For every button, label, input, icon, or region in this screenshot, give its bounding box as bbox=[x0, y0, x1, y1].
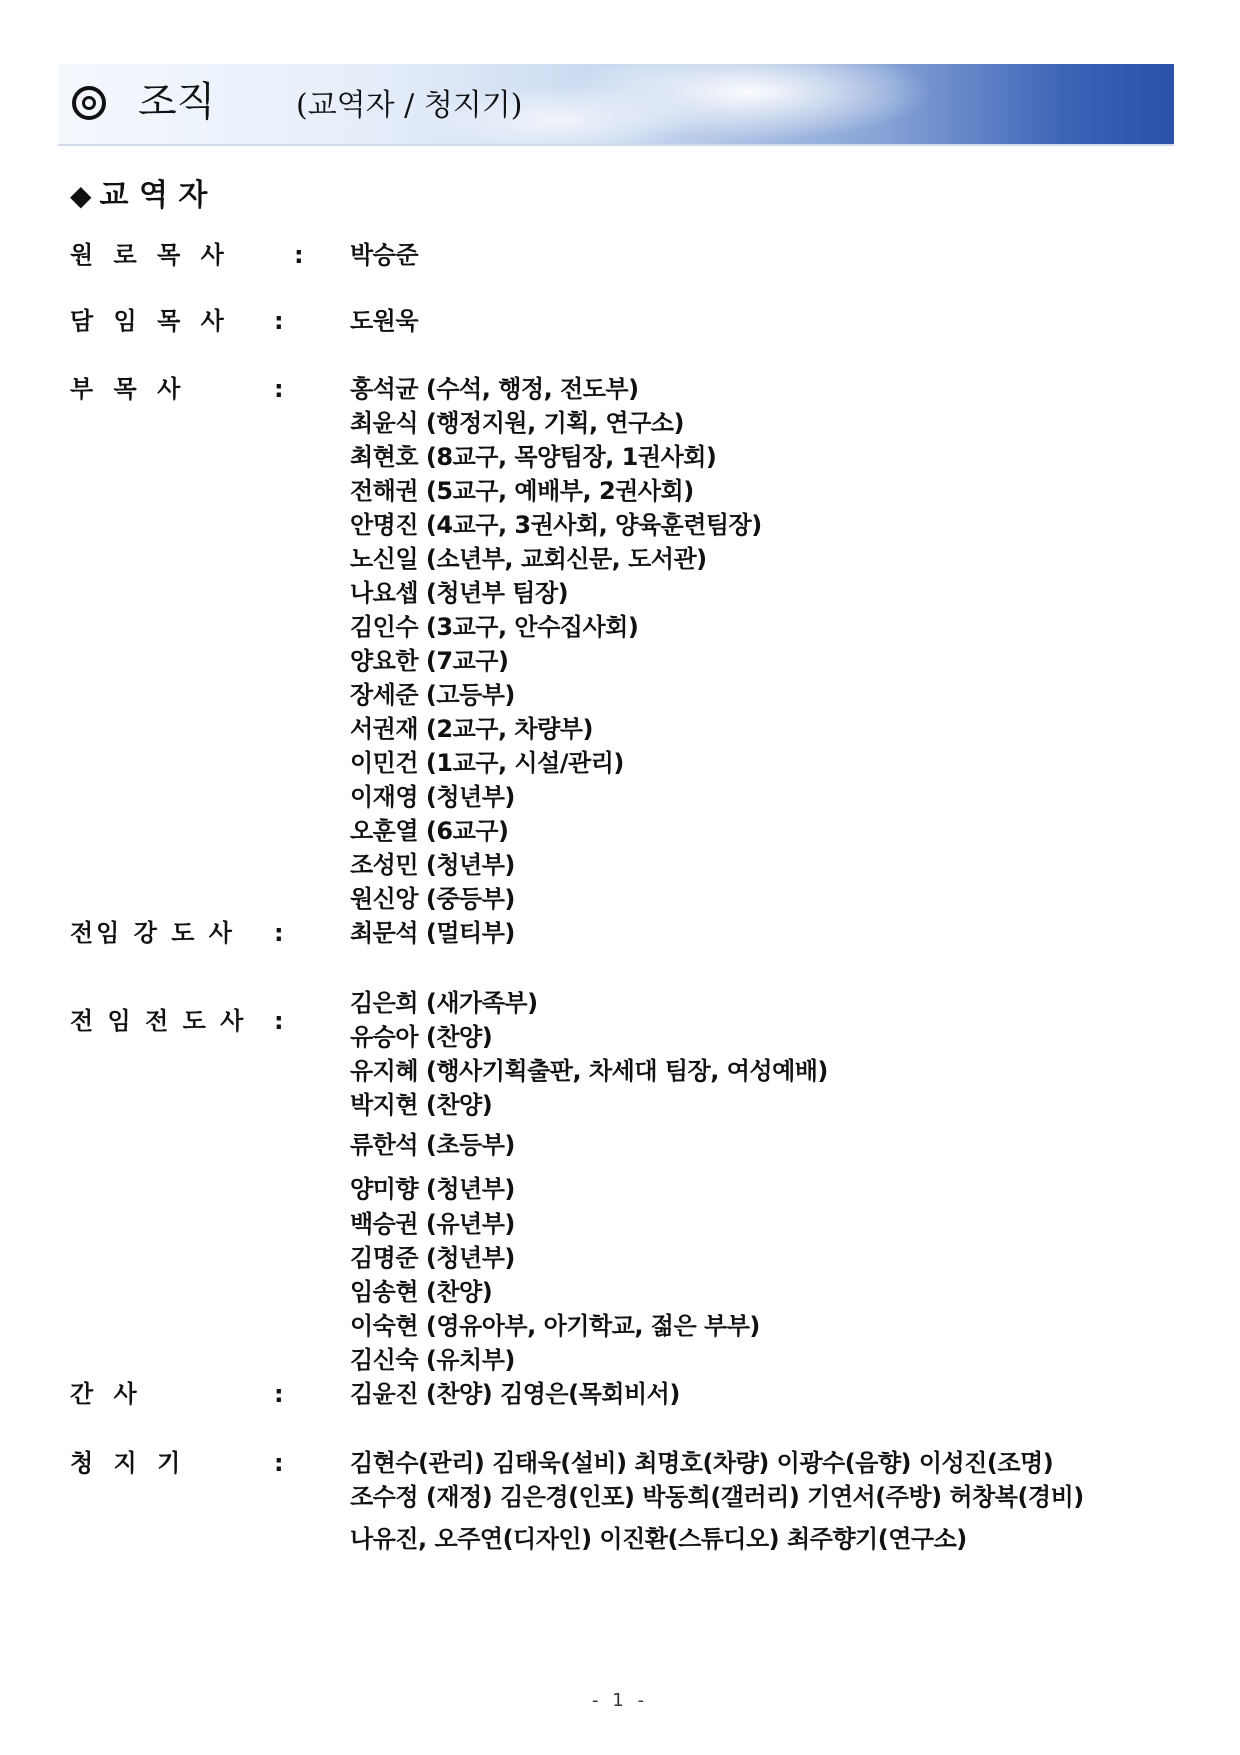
staff-line: 류한석 (초등부) bbox=[350, 1131, 515, 1159]
staff-line: 오훈열 (6교구) bbox=[350, 817, 509, 845]
staff-line: 이숙현 (영유아부, 아기학교, 젊은 부부) bbox=[350, 1312, 760, 1340]
role-colon: : bbox=[274, 1449, 284, 1477]
role-colon: : bbox=[274, 375, 284, 403]
staff-line: 원신앙 (중등부) bbox=[350, 885, 515, 913]
diamond-icon: ◆ bbox=[70, 179, 92, 212]
section-heading bbox=[70, 178, 207, 214]
staff-line: 양요한 (7교구) bbox=[350, 647, 509, 675]
section-title: 교 역 자 bbox=[99, 178, 208, 213]
staff-line: 조수정 (재정) 김은경(인포) 박동희(갤러리) 기연서(주방) 허창복(경비) bbox=[350, 1483, 1084, 1511]
role-colon: : bbox=[274, 1007, 284, 1035]
staff-line: 김명준 (청년부) bbox=[350, 1244, 515, 1272]
role-colon: : bbox=[274, 919, 284, 947]
double-circle-icon bbox=[72, 86, 106, 120]
staff-line: 최윤식 (행정지원, 기획, 연구소) bbox=[350, 409, 684, 437]
role-colon: : bbox=[274, 1380, 284, 1408]
staff-line: 김현수(관리) 김태욱(설비) 최명호(차량) 이광수(음향) 이성진(조명) bbox=[350, 1449, 1054, 1477]
role-colon: : bbox=[294, 241, 304, 269]
staff-line: 최문석 (멀티부) bbox=[350, 919, 515, 947]
staff-line: 유승아 (찬양) bbox=[350, 1023, 493, 1051]
staff-line: 김인수 (3교구, 안수집사회) bbox=[350, 613, 639, 641]
staff-line: 이민건 (1교구, 시설/관리) bbox=[350, 749, 624, 777]
staff-line: 유지혜 (행사기획출판, 차세대 팀장, 여성예배) bbox=[350, 1057, 828, 1085]
role-label-full-time-preacher: 전임 강 도 사 bbox=[70, 919, 235, 947]
page-number: - 1 - bbox=[592, 1690, 648, 1711]
staff-line: 임송현 (찬양) bbox=[350, 1278, 493, 1306]
staff-line: 김윤진 (찬양) 김영은(목회비서) bbox=[350, 1380, 680, 1408]
role-label-staff: 간 사 bbox=[70, 1380, 143, 1408]
staff-line: 노신일 (소년부, 교회신문, 도서관) bbox=[350, 545, 707, 573]
staff-line: 양미향 (청년부) bbox=[350, 1175, 515, 1203]
staff-line: 김신숙 (유치부) bbox=[350, 1346, 515, 1374]
staff-line: 장세준 (고등부) bbox=[350, 681, 515, 709]
staff-line: 서권재 (2교구, 차량부) bbox=[350, 715, 593, 743]
role-label-associate-pastor: 부 목 사 bbox=[70, 375, 187, 403]
staff-line: 김은희 (새가족부) bbox=[350, 989, 538, 1017]
role-label-emeritus-pastor: 원 로 목 사 bbox=[70, 241, 230, 269]
staff-line: 도원욱 bbox=[350, 307, 419, 335]
role-label-stewards: 청 지 기 bbox=[70, 1449, 187, 1477]
staff-line: 나요셉 (청년부 팀장) bbox=[350, 579, 569, 607]
staff-line: 조성민 (청년부) bbox=[350, 851, 515, 879]
staff-line: 박지현 (찬양) bbox=[350, 1091, 493, 1119]
staff-line: 나유진, 오주연(디자인) 이진환(스튜디오) 최주향기(연구소) bbox=[350, 1525, 967, 1553]
page-subtitle: (교역자 / 청지기) bbox=[296, 88, 523, 123]
staff-line: 전해권 (5교구, 예배부, 2권사회) bbox=[350, 477, 694, 505]
staff-line: 홍석균 (수석, 행정, 전도부) bbox=[350, 375, 639, 403]
role-colon: : bbox=[274, 307, 284, 335]
staff-line: 최현호 (8교구, 목양팀장, 1권사회) bbox=[350, 443, 717, 471]
staff-line: 안명진 (4교구, 3권사회, 양육훈련팀장) bbox=[350, 511, 762, 539]
title-banner bbox=[58, 64, 1174, 146]
page-title: 조직 bbox=[138, 79, 216, 125]
role-label-full-time-evangelist: 전 임 전 도 사 bbox=[70, 1007, 247, 1035]
staff-line: 백승권 (유년부) bbox=[350, 1210, 515, 1238]
staff-line: 이재영 (청년부) bbox=[350, 783, 515, 811]
role-label-senior-pastor: 담 임 목 사 bbox=[70, 307, 230, 335]
staff-line: 박승준 bbox=[350, 241, 419, 269]
